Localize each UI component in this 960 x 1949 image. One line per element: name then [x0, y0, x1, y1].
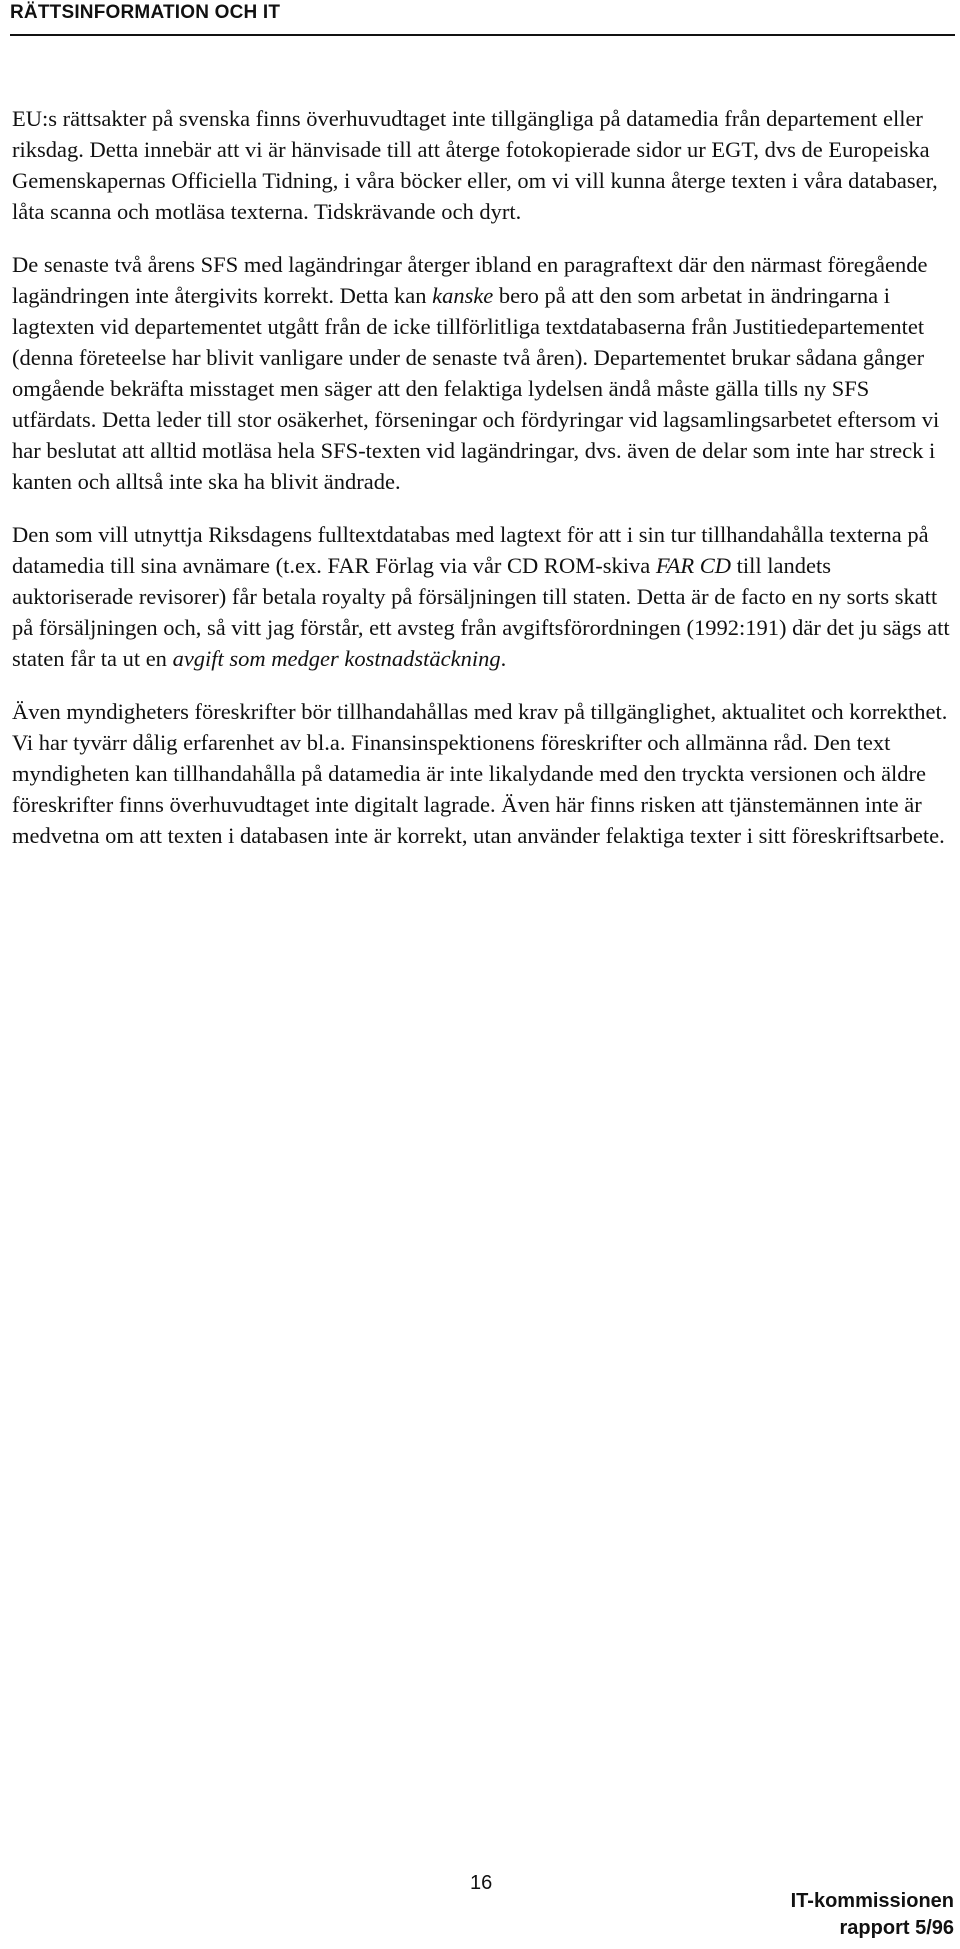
footer-publication-info [791, 1888, 954, 1942]
emphasis-text: FAR CD [655, 553, 732, 578]
paragraph-agency-regulations [12, 696, 957, 851]
paragraph-riksdag-database [12, 519, 957, 674]
publisher-name: IT-kommissionen [790, 1890, 954, 1912]
paragraph-text: Den som vill utnyttja Riksdagens fulltextdatabas med lagtext för att i sin tur tillhandahålla texterna på datamedia till sina avnämare (t.ex. FAR Förlag via vår CD ROM-skiva [12, 522, 929, 578]
running-title: RÄTTSINFORMATION OCH IT [10, 2, 281, 23]
paragraph-text: Även myndigheters föreskrifter bör tillhandahållas med krav på tillgänglighet, aktualitet och korrekthet. Vi har tyvärr dålig erfarenhet av bl.a. Finansinspektionens föreskrifter och allmänna råd. Den text myndigheten kan tillhandahålla på datamedia är inte likalydande med den tryckta versionen och äldre föreskrifter finns överhuvudtaget inte digitalt lagrade. Även här finns risken att tjänstemännen inte är medvetna om att texten i databasen inte är korrekt, utan använder felaktiga texter i sitt föreskriftsarbete. [12, 699, 948, 848]
report-number: rapport 5/96 [839, 1917, 954, 1939]
paragraph-sfs-amendments [12, 249, 957, 497]
paragraph-text: De senaste två årens SFS med lagändringar återger ibland en paragraftext där den närmast föregående lagändringen inte återgivits korrekt. Detta kan [12, 252, 928, 308]
emphasis-text: kanske [432, 283, 494, 308]
emphasis-text: avgift som medger kostnadstäckning [172, 646, 501, 671]
paragraph-eu-legal-acts [12, 103, 957, 227]
document-body [12, 103, 957, 873]
paragraph-text: EU:s rättsakter på svenska finns överhuvudtaget inte tillgängliga på datamedia från departement eller riksdag. Detta innebär att vi är hänvisade till att återge fotokopierade sidor ur EGT, dvs de Europeiska Gemenskapernas Officiella Tidning, i våra böcker eller, om vi vill kunna återge texten i våra databaser, låta scanna och motläsa texterna. Tidskrävande och dyrt. [12, 106, 938, 224]
paragraph-text: till landets auktoriserade revisorer) får betala royalty på försäljningen till staten. Detta är de facto en ny sorts skatt på försäljningen och, så vitt jag förstår, ett avsteg från avgiftsförordningen (1992:191) där det ju sägs att staten får ta ut en [12, 553, 950, 671]
page-number: 16 [470, 1872, 493, 1894]
paragraph-text: bero på att den som arbetat in ändringarna i lagtexten vid departementet utgått från de icke tillförlitliga textdatabaserna från Justitiedepartementet (denna företeelse har blivit vanligare under de senaste två åren). Departementet brukar sådana gånger omgående bekräfta misstaget men säger att den felaktiga lydelsen ändå måste gälla tills ny SFS utfärdats. Detta leder till stor osäkerhet, förseningar och fördyringar vid lagsamlingsarbetet eftersom vi har beslutat att alltid motläsa hela SFS-texten vid lagändringar, dvs. även de delar som inte har streck i kanten och alltså inte ska ha blivit ändrade. [12, 283, 940, 494]
paragraph-text: . [500, 646, 507, 671]
running-header [10, 0, 955, 36]
